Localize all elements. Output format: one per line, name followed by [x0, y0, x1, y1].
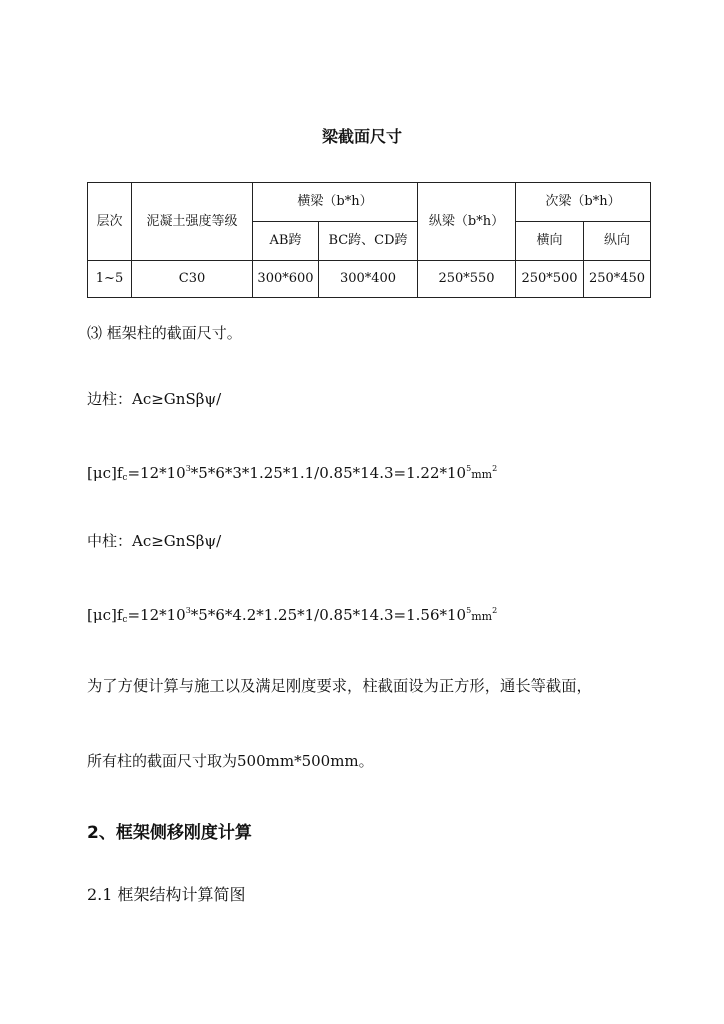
header-secondary-longitudinal: 纵向: [584, 222, 651, 261]
formula-part: *5*6*3*1.25*1.1/0.85*14.3=1.22*10: [190, 464, 467, 482]
table-title: 梁截面尺寸: [321, 127, 402, 146]
header-concrete-grade: 泥凝土强度等级: [132, 183, 253, 261]
header-bc-cd-span: BC跨、CD跨: [319, 222, 418, 261]
formula-superscript: 3: [185, 606, 191, 615]
cell-bc-cd: 300*400: [319, 261, 418, 298]
middle-column-formula: [87, 606, 497, 625]
beam-section-table: [87, 182, 651, 298]
header-longitudinal-beam: 纵梁（b*h）: [418, 183, 516, 261]
header-ab-span: AB跨: [253, 222, 319, 261]
formula-part: =12*10: [127, 606, 186, 624]
section-heading-2: 2、框架侧移刚度计算: [87, 823, 252, 843]
edge-column-label: 边柱：Ac≥GnSβψ/: [87, 390, 222, 408]
formula-part: =12*10: [127, 464, 186, 482]
table-row: [88, 261, 651, 298]
edge-column-formula: [87, 464, 497, 483]
header-floor: 层次: [88, 183, 132, 261]
formula-subscript: c: [122, 473, 128, 483]
formula-part: [μc]f: [87, 464, 123, 482]
middle-column-label: 中柱：Ac≥GnSβψ/: [87, 532, 222, 550]
formula-superscript: 5: [466, 464, 472, 473]
cell-floor: 1~5: [88, 261, 132, 298]
paragraph-line-1: 为了方便计算与施工以及满足刚度要求，柱截面设为正方形，通长等截面，: [87, 677, 592, 695]
formula-superscript: 2: [492, 464, 498, 473]
formula-subscript: c: [122, 615, 128, 625]
header-secondary-beam: 次梁（b*h）: [516, 183, 651, 222]
item-3-text: ⑶ 框架柱的截面尺寸。: [87, 324, 242, 342]
cell-sec-transverse: 250*500: [516, 261, 584, 298]
cell-sec-longitudinal: 250*450: [584, 261, 651, 298]
formula-superscript: 2: [492, 606, 498, 615]
header-secondary-transverse: 横向: [516, 222, 584, 261]
cell-longitudinal: 250*550: [418, 261, 516, 298]
cell-ab: 300*600: [253, 261, 319, 298]
subsection-heading-2-1: 2.1 框架结构计算简图: [87, 885, 246, 904]
header-transverse-beam: 横梁（b*h）: [253, 183, 418, 222]
formula-part: *5*6*4.2*1.25*1/0.85*14.3=1.56*10: [190, 606, 467, 624]
formula-unit: mm: [471, 468, 493, 481]
formula-superscript: 3: [185, 464, 191, 473]
formula-unit: mm: [471, 610, 493, 623]
formula-part: [μc]f: [87, 606, 123, 624]
cell-concrete: C30: [132, 261, 253, 298]
paragraph-line-2: 所有柱的截面尺寸取为500mm*500mm。: [87, 752, 374, 770]
formula-superscript: 5: [466, 606, 472, 615]
